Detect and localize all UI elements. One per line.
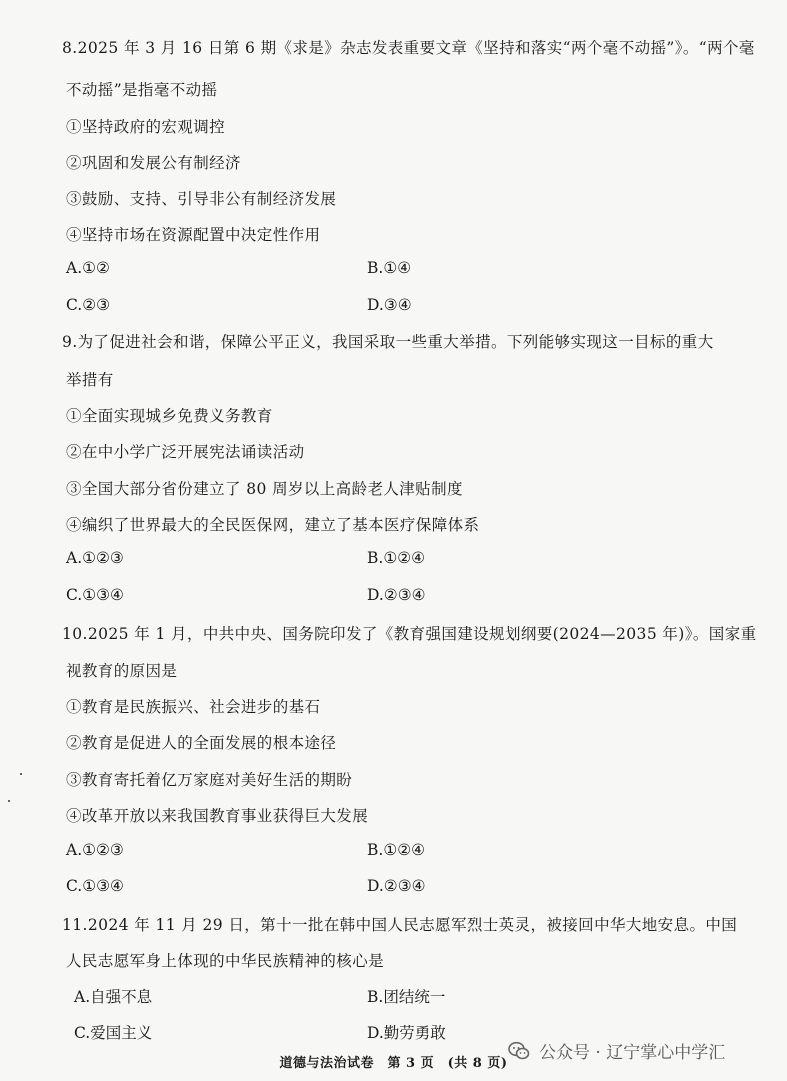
q10-option-b: B.①②④ bbox=[367, 841, 426, 859]
q11-option-c: C.爱国主义 bbox=[74, 1024, 153, 1042]
q10-option-a: A.①②③ bbox=[66, 841, 124, 859]
q11-option-b: B.团结统一 bbox=[367, 988, 446, 1006]
q8-option-b: B.①④ bbox=[367, 259, 412, 277]
q9-stem-line-2: 举措有 bbox=[66, 371, 114, 389]
q8-stem-line-2: 不动摇”是指毫不动摇 bbox=[66, 81, 218, 99]
q8-option-d: D.③④ bbox=[367, 296, 412, 314]
wechat-icon bbox=[507, 1039, 531, 1063]
q10-option-d: D.②③④ bbox=[367, 877, 426, 895]
q10-item-1: ①教育是民族振兴、社会进步的基石 bbox=[66, 698, 321, 716]
scan-speck bbox=[20, 773, 22, 775]
q11-stem-line-1: 11.2024 年 11 月 29 日，第十一批在韩中国人民志愿军烈士英灵，被接回中华大地安息。中国 bbox=[62, 916, 738, 934]
page-footer: 道德与法治试卷 第 3 页 (共 8 页) bbox=[279, 1056, 508, 1071]
q8-item-2: ②巩固和发展公有制经济 bbox=[66, 154, 241, 172]
q9-item-1: ①全面实现城乡免费义务教育 bbox=[66, 407, 273, 425]
q10-stem-line-2: 视教育的原因是 bbox=[66, 662, 178, 680]
q10-stem-line-1: 10.2025 年 1 月，中共中央、国务院印发了《教育强国建设规划纲要(2024—2035 年)》。国家重 bbox=[62, 625, 757, 643]
watermark bbox=[507, 1038, 725, 1063]
q10-item-3: ③教育寄托着亿万家庭对美好生活的期盼 bbox=[66, 771, 353, 789]
q11-stem-line-2: 人民志愿军身上体现的中华民族精神的核心是 bbox=[66, 952, 385, 970]
scan-speck bbox=[8, 800, 10, 802]
q8-item-4: ④坚持市场在资源配置中决定性作用 bbox=[66, 226, 321, 244]
q9-item-3: ③全国大部分省份建立了 80 周岁以上高龄老人津贴制度 bbox=[66, 480, 463, 498]
q10-item-4: ④改革开放以来我国教育事业获得巨大发展 bbox=[66, 807, 369, 825]
q9-stem-line-1: 9.为了促进社会和谐，保障公平正义，我国采取一些重大举措。下列能够实现这一目标的重大 bbox=[62, 333, 714, 351]
q8-item-1: ①坚持政府的宏观调控 bbox=[66, 118, 226, 136]
q10-item-2: ②教育是促进人的全面发展的根本途径 bbox=[66, 734, 337, 752]
q10-option-c: C.①③④ bbox=[66, 877, 124, 895]
q9-option-a: A.①②③ bbox=[66, 549, 124, 567]
q8-option-c: C.②③ bbox=[66, 296, 111, 314]
q8-item-3: ③鼓励、支持、引导非公有制经济发展 bbox=[66, 190, 337, 208]
q8-stem-line-1: 8.2025 年 3 月 16 日第 6 期《求是》杂志发表重要文章《坚持和落实“两个毫不动摇”》。“两个毫 bbox=[62, 39, 755, 57]
q9-item-4: ④编织了世界最大的全民医保网，建立了基本医疗保障体系 bbox=[66, 516, 480, 534]
watermark-text: 公众号 · 辽宁掌心中学汇 bbox=[539, 1043, 726, 1063]
q8-option-a: A.①② bbox=[66, 259, 110, 277]
q9-option-b: B.①②④ bbox=[367, 549, 426, 567]
q9-item-2: ②在中小学广泛开展宪法诵读活动 bbox=[66, 443, 305, 461]
q9-option-d: D.②③④ bbox=[367, 586, 426, 604]
q11-option-a: A.自强不息 bbox=[74, 988, 153, 1006]
q9-option-c: C.①③④ bbox=[66, 586, 124, 604]
q11-option-d: D.勤劳勇敢 bbox=[367, 1024, 446, 1042]
